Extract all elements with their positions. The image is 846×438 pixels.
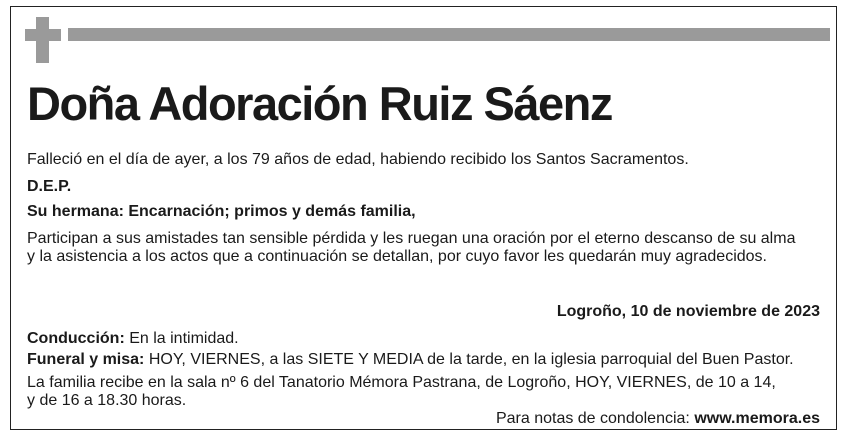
funeral-label: Funeral y misa: xyxy=(27,351,145,368)
cross-icon-bar xyxy=(25,29,61,41)
condolence-label: Para notas de condolencia: xyxy=(495,410,695,427)
dep: D.E.P. xyxy=(27,178,72,195)
conduccion-line xyxy=(27,330,239,348)
participation-line-1: Participan a sus amistades tan sensible pérdida y les ruegan una oración por el eterno descanso de su alma xyxy=(27,230,796,247)
header-rule xyxy=(68,28,830,41)
death-notice: Falleció en el día de ayer, a los 79 años de edad, habiendo recibido los Santos Sacramentos. xyxy=(27,151,689,168)
conduccion-text: En la intimidad. xyxy=(124,330,239,347)
condolence-url[interactable]: www.memora.es xyxy=(694,410,820,427)
reception-line-1: La familia recibe en la sala nº 6 del Tanatorio Mémora Pastrana, de Logroño, HOY, VIERNES, de 10 a 14, xyxy=(27,374,776,391)
deceased-name: Doña Adoración Ruiz Sáenz xyxy=(27,77,612,130)
place-date: Logroño, 10 de noviembre de 2023 xyxy=(556,303,820,320)
conduccion-label: Conducción: xyxy=(27,330,125,347)
funeral-text: HOY, VIERNES, a las SIETE Y MEDIA de la tarde, en la iglesia parroquial del Buen Pastor. xyxy=(144,351,794,368)
reception-line-2: y de 16 a 18.30 horas. xyxy=(27,392,187,409)
participation-line-2: y la asistencia a los actos que a continuación se detallan, por cuyo favor les quedarán muy agradecidos. xyxy=(27,248,767,265)
funeral-line xyxy=(27,351,794,369)
family-line: Su hermana: Encarnación; primos y demás familia, xyxy=(27,203,416,220)
condolence-line xyxy=(496,410,820,428)
